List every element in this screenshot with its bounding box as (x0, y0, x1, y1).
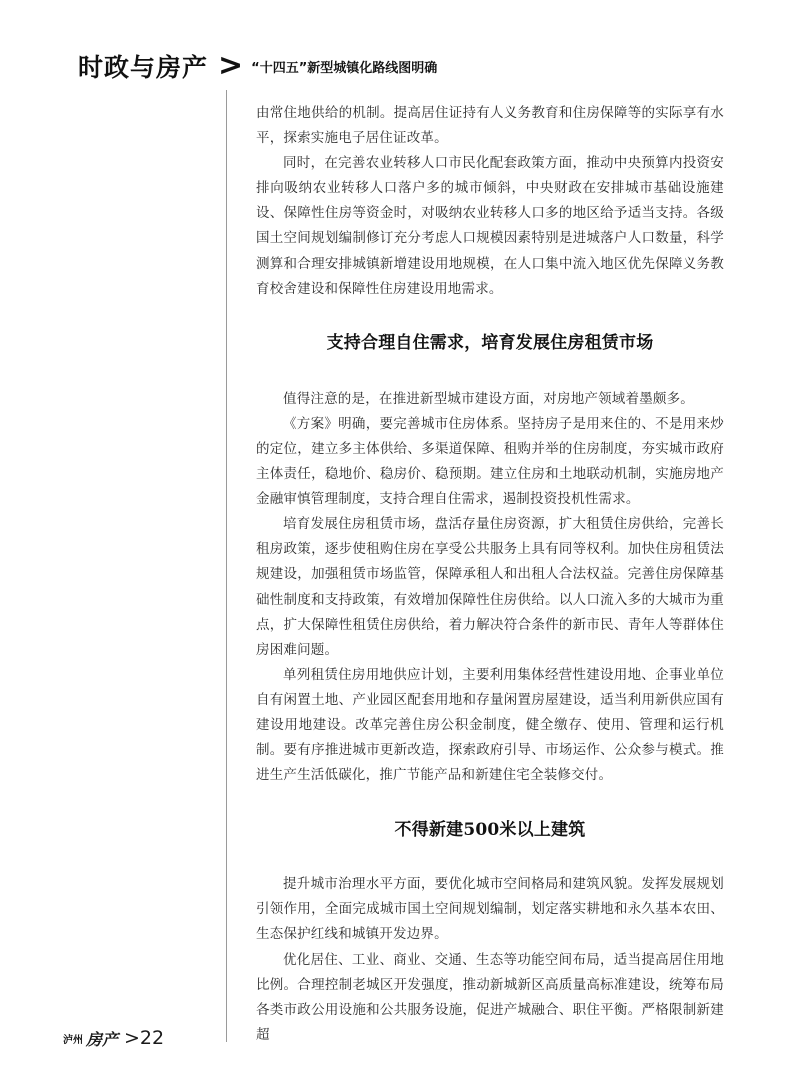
logo-city-text: 泸州 (63, 1034, 83, 1046)
magazine-logo (63, 1027, 118, 1050)
subheading-building-height: 不得新建500米以上建筑 (394, 820, 586, 841)
page-header (78, 46, 437, 86)
paragraph: 单列租赁住房用地供应计划，主要利用集体经营性建设用地、企事业单位自有闲置土地、产业园区配套用地和存量闲置房屋建设，适当利用新供应国有建设用地建设。改革完善住房公积金制度，健全缴存、使用、管理和运行机制。要有序推进城市更新改造，探索政府引导、市场运作、公众参与模式。推进生产生活低碳化，推广节能产品和新建住宅全装修交付。 (256, 666, 724, 784)
section-name: 时政与房产 (78, 53, 209, 82)
article-body (256, 101, 724, 1048)
paragraph: 《方案》明确，要完善城市住房体系。坚持房子是用来住的、不是用来炒的定位，建立多主体供给、多渠道保障、租购并举的住房制度，夯实城市政府主体责任，稳地价、稳房价、稳预期。建立住房和土地联动机制，实施房地产金融审慎管理制度，支持合理自住需求，遏制投资投机性需求。 (256, 415, 724, 508)
paragraph: 提升城市治理水平方面，要优化城市空间格局和建筑风貌。发挥发展规划引领作用，全面完成城市国土空间规划编制，划定落实耕地和永久基本农田、生态保护红线和城镇开发边界。 (256, 876, 724, 943)
paragraph: 同时，在完善农业转移人口市民化配套政策方面，推动中央预算内投资安排向吸纳农业转移人口落户多的城市倾斜，中央财政在安排城市基础设施建设、保障性住房等资金时，对吸纳农业转移人口多的地区给予适当支持。各级国土空间规划编制修订充分考虑人口规模因素特别是进城落户人口数量，科学测算和合理安排城镇新增建设用地规模，在人口集中流入地区优先保障义务教育校舍建设和保障性住房建设用地需求。 (256, 155, 724, 297)
page-footer (63, 1020, 164, 1056)
chevron-right-icon: > (218, 48, 244, 83)
logo-main-text: 房产 (86, 1029, 119, 1049)
paragraph: 值得注意的是，在推进新型城市建设方面，对房地产领域着墨颇多。 (283, 390, 694, 407)
paragraph: 培育发展住房租赁市场，盘活存量住房资源，扩大租赁住房供给，完善长租房政策，逐步使租购住房在享受公共服务上具有同等权利。加快住房租赁法规建设，加强租赁市场监管，保障承租人和出租人合法权益。完善住房保障基础性制度和支持政策，有效增加保障性住房供给。以人口流入多的大城市为重点，扩大保障性租赁住房供给，着力解决符合条件的新市民、青年人等群体住房困难问题。 (256, 516, 724, 658)
subheading-rental-market: 支持合理自住需求，培育发展住房租赁市场 (326, 332, 654, 353)
page-number: >22 (124, 1027, 165, 1049)
paragraph-continued: 由常住地供给的机制。提高居住证持有人义务教育和住房保障等的实际享有水平，探索实施电子居住证改革。 (256, 105, 724, 147)
vertical-divider (226, 90, 227, 1042)
article-title: “十四五”新型城镇化路线图明确 (251, 60, 438, 76)
paragraph: 优化居住、工业、商业、交通、生态等功能空间布局，适当提高居住用地比例。合理控制老城区开发强度，推动新城新区高质量高标准建设，统筹布局各类市政公用设施和公共服务设施，促进产城融合、职住平衡。严格限制新建超 (256, 951, 724, 1043)
